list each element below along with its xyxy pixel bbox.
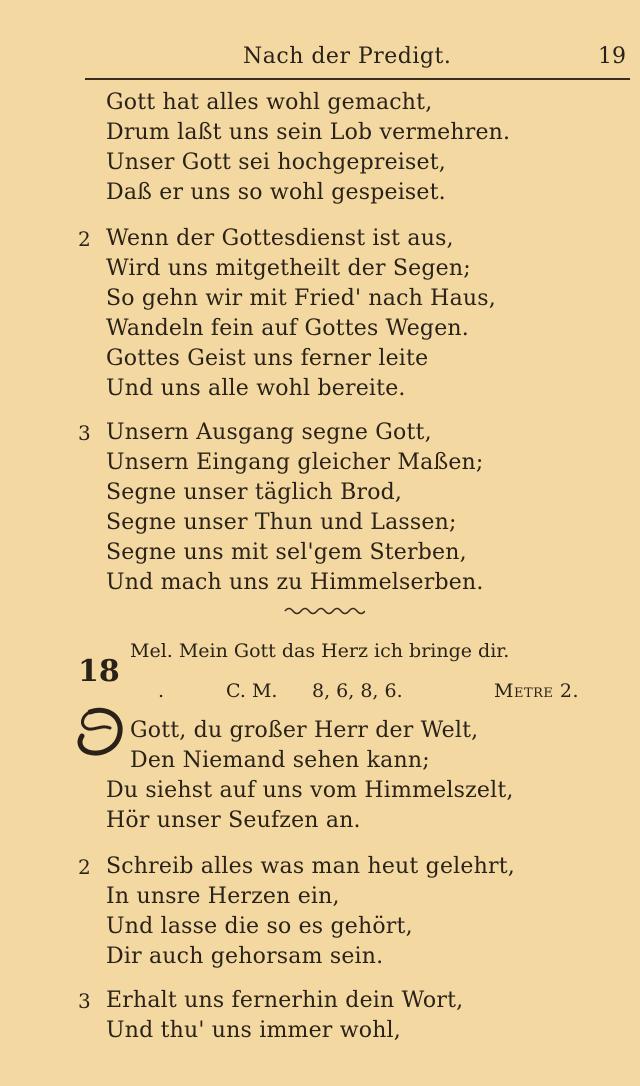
verse-line: Und mach uns zu Himmelserben. [106,570,484,595]
divider-ornament [283,604,365,618]
verse-line: In unsre Herzen ein, [106,884,340,909]
verse-line: Unser Gott sei hochgepreiset, [106,150,446,175]
verse-line: Erhalt uns fernerhin dein Wort, [106,988,464,1013]
running-title: Nach der Predigt. [243,44,452,69]
verse-line: Wird uns mitgetheilt der Segen; [106,256,471,281]
verse-line: Wenn der Gottesdienst ist aus, [106,226,454,251]
page-header [0,44,640,78]
verse-line: Gottes Geist uns ferner leite [106,346,429,371]
metre-label: Metre 2. [494,680,580,702]
metre-pattern: 8, 6, 8, 6. [312,680,403,702]
verse-line: Unsern Ausgang segne Gott, [106,420,432,445]
verse-line: Segne unser täglich Brod, [106,480,403,505]
verse-line: Den Niemand sehen kann; [130,748,430,773]
stanza-number: 3 [78,421,91,445]
tune-line: Mel. Mein Gott das Herz ich bringe dir. [130,640,510,662]
verse-line: Schreib alles was man heut gelehrt, [106,854,515,879]
verse-line: Hör unser Seufzen an. [106,808,361,833]
verse-line: Und lasse die so es gehört, [106,914,413,939]
stanza-number: 3 [78,989,91,1013]
svg-text:O: O [100,740,101,741]
verse-line: Drum laßt uns sein Lob vermehren. [106,120,511,145]
verse-line: Du siehst auf uns vom Himmelszelt, [106,778,514,803]
verse-line: Segne unser Thun und Lassen; [106,510,457,535]
drop-cap-o [76,706,124,758]
page-number: 19 [598,44,626,69]
verse-line: So gehn wir mit Fried' nach Haus, [106,286,496,311]
verse-line: Dir auch gehorsam sein. [106,944,384,969]
hymn-number: 18 [78,654,120,689]
verse-line: Segne uns mit sel'gem Sterben, [106,540,467,565]
verse-line: Wandeln fein auf Gottes Wegen. [106,316,469,341]
header-rule [85,78,630,80]
metre-code: C. M. [226,680,278,702]
verse-line: Gott hat alles wohl gemacht, [106,90,433,115]
metre-row [0,680,640,706]
stanza-number: 2 [78,855,91,879]
stanza-number: 2 [78,227,91,251]
verse-line: Und uns alle wohl bereite. [106,376,406,401]
verse-line: Unsern Eingang gleicher Maßen; [106,450,484,475]
verse-line: Daß er uns so wohl gespeiset. [106,180,446,205]
verse-line: Und thu' uns immer wohl, [106,1018,401,1043]
metre-dot: . [158,680,165,702]
verse-line: Gott, du großer Herr der Welt, [130,718,479,743]
